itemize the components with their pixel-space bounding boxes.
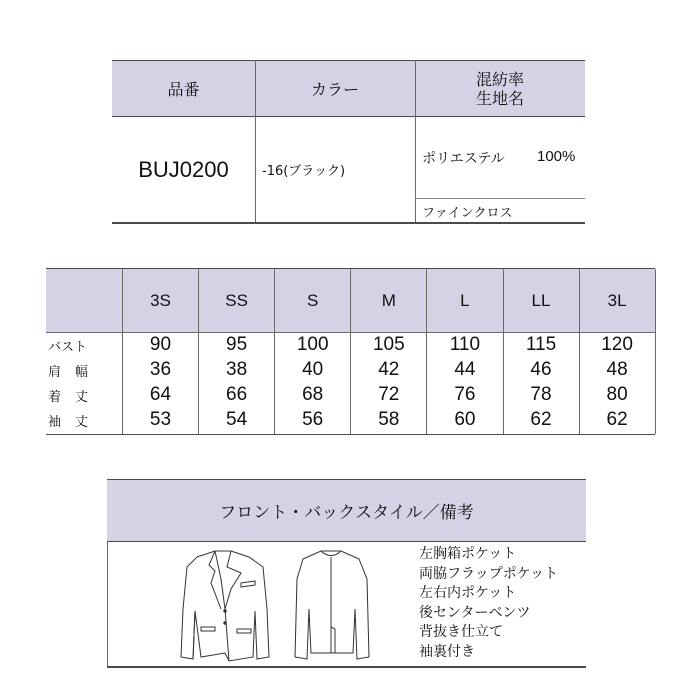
section-bottom-border	[107, 666, 586, 668]
fabric-name: ファインクロス	[422, 206, 513, 221]
table-cell: 44	[454, 359, 476, 380]
item-no-header: 品番	[167, 80, 200, 99]
size-header-l: L	[460, 290, 470, 310]
size-header-s: S	[307, 290, 319, 310]
style-title: フロント・バックスタイル／備考	[107, 479, 586, 542]
table-cell: 66	[226, 384, 248, 405]
section-left-border	[107, 542, 108, 668]
table-cell: 68	[302, 384, 324, 405]
table-cell: 90	[149, 334, 172, 355]
table-cell: 62	[530, 409, 552, 430]
size-header-m: M	[381, 290, 396, 310]
material-percent: 100%	[537, 148, 576, 165]
table-cell: 100	[296, 334, 329, 355]
row-label: 袖丈	[48, 414, 103, 430]
table-cell: 40	[302, 359, 324, 380]
table-cell: 95	[226, 334, 248, 355]
jacket-illustration	[155, 549, 425, 664]
material-name: ポリエステル	[422, 151, 505, 167]
table-cell: 120	[601, 334, 633, 355]
row-label: 着丈	[48, 389, 103, 405]
table-cell: 64	[149, 384, 172, 405]
note-item: 左胸箱ポケット	[419, 546, 517, 562]
color-value: -16(ブラック)	[262, 164, 346, 179]
table-cell: 62	[606, 409, 628, 430]
note-item: 後センターベンツ	[419, 604, 531, 621]
style-section	[107, 479, 586, 668]
note-item: 左右内ポケット	[419, 585, 517, 601]
size-header-ll: LL	[531, 290, 551, 310]
note-item: 背抜き仕立て	[419, 624, 503, 640]
table-cell: 48	[606, 359, 628, 380]
row-label: バスト	[48, 339, 88, 355]
material-header-line2: 生地名	[475, 88, 524, 108]
row-label: 肩幅	[48, 364, 103, 380]
table-cell: 42	[378, 359, 400, 380]
item-number: BUJ0200	[138, 157, 229, 182]
material-header-line1: 混紡率	[475, 69, 524, 89]
table-cell: 105	[372, 334, 405, 355]
note-item: 両脇フラップポケット	[419, 565, 559, 582]
note-item: 袖裏付き	[419, 643, 475, 660]
table-cell: 54	[226, 409, 248, 430]
size-header-3s: 3S	[150, 290, 171, 310]
back-jacket	[295, 551, 369, 659]
table-cell: 80	[606, 384, 628, 405]
table-cell: 56	[302, 409, 324, 430]
size-header-ss: SS	[225, 290, 248, 310]
color-header: カラー	[310, 80, 359, 99]
table-cell: 60	[454, 409, 476, 430]
table-cell: 36	[149, 359, 172, 380]
notes-list	[419, 545, 558, 662]
table-cell: 76	[454, 384, 476, 405]
table-cell: 53	[149, 409, 172, 430]
table-cell: 115	[525, 334, 557, 355]
size-header-3l: 3L	[607, 290, 627, 310]
material-header	[415, 60, 585, 117]
table-cell: 46	[530, 359, 552, 380]
size-table	[46, 268, 655, 435]
table-cell: 38	[226, 359, 248, 380]
table-cell: 78	[530, 384, 552, 405]
front-jacket	[181, 551, 269, 661]
table-cell: 110	[449, 334, 481, 355]
table-cell: 58	[378, 409, 400, 430]
table-cell: 72	[378, 384, 400, 405]
material-divider	[415, 198, 585, 199]
